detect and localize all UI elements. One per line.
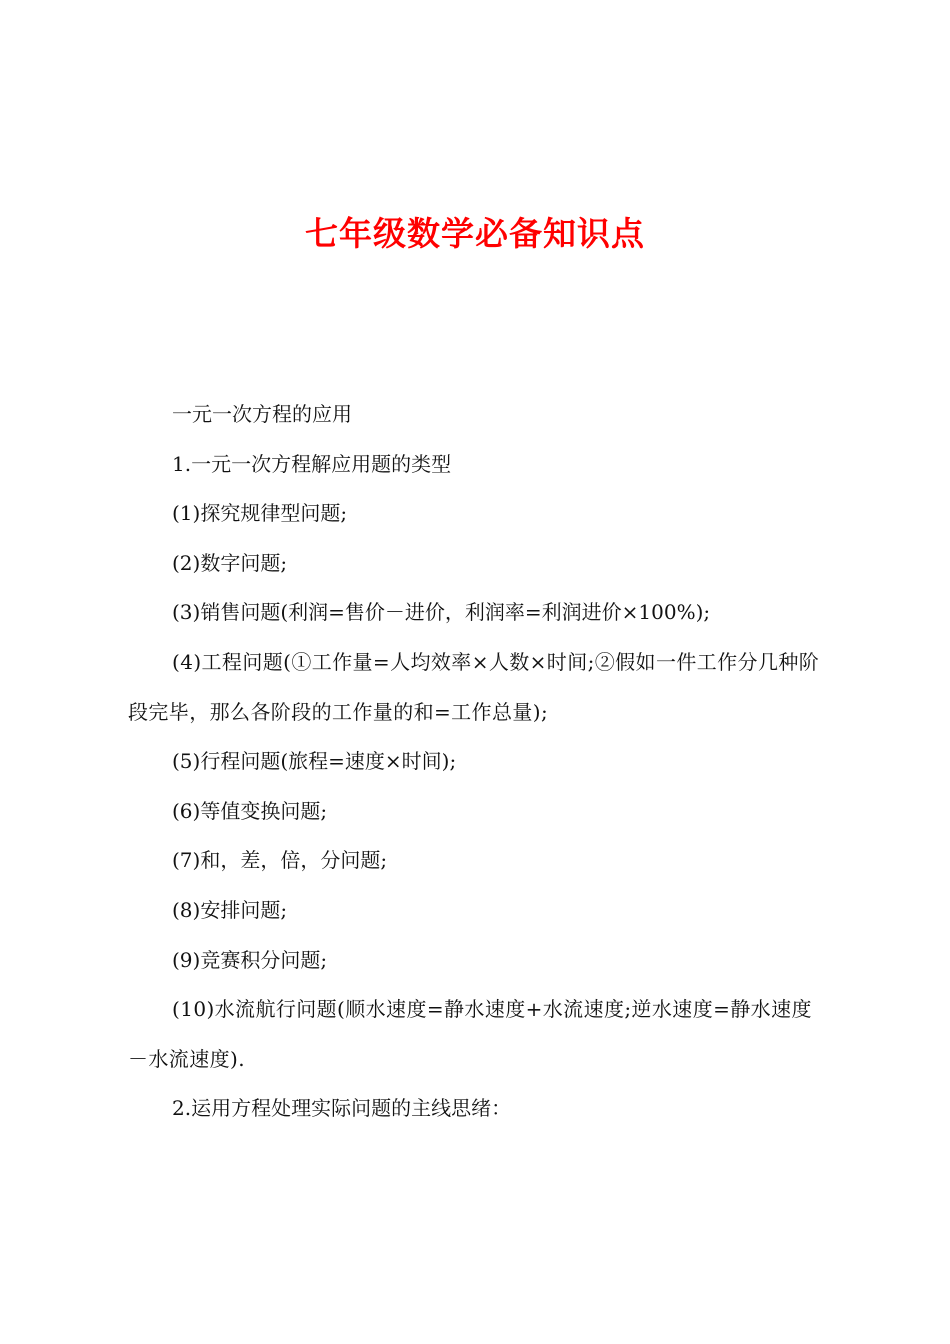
list-item: (3)销售问题(利润=售价－进价，利润率=利润进价×100%);: [172, 600, 711, 625]
document-body: [128, 390, 832, 1134]
subsection-heading: 2.运用方程处理实际问题的主线思绪：: [172, 1096, 512, 1121]
list-item: (10)水流航行问题(顺水速度=静水速度+水流速度;逆水速度=静水速度－水流速度).: [128, 997, 812, 1071]
document-title: 七年级数学必备知识点: [305, 214, 645, 253]
list-item: (2)数字问题;: [172, 550, 288, 575]
list-item: (1)探究规律型问题;: [172, 501, 348, 526]
list-item: (9)竞赛积分问题;: [172, 947, 328, 972]
section-heading: 一元一次方程的应用: [172, 402, 352, 426]
list-item: (8)安排问题;: [172, 897, 288, 922]
subsection-heading: 1.一元一次方程解应用题的类型: [172, 451, 452, 476]
list-item: (5)行程问题(旅程=速度×时间);: [172, 749, 457, 774]
list-item: (6)等值变换问题;: [172, 798, 328, 823]
list-item: (4)工程问题(①工作量=人均效率×人数×时间;②假如一件工作分几种阶段完毕，那么各阶段的工作量的和=工作总量);: [128, 649, 820, 724]
list-item: (7)和，差，倍，分问题;: [172, 848, 388, 873]
